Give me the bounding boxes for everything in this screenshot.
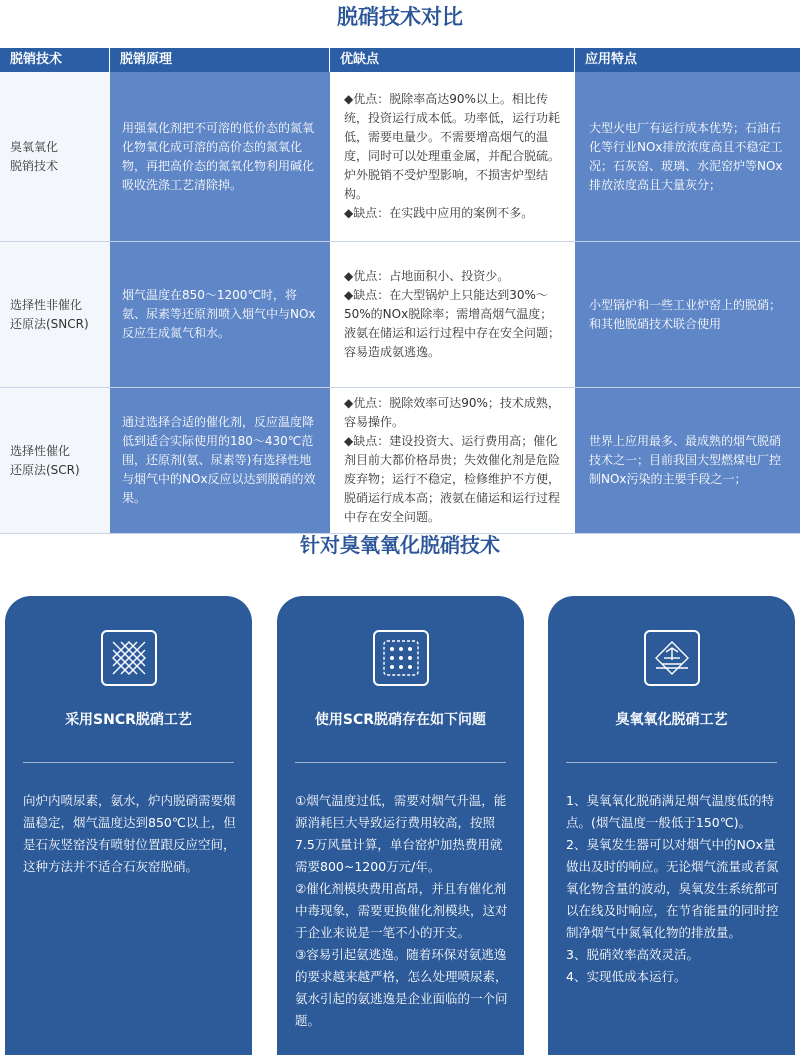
header-principle: 脱销原理 bbox=[110, 48, 330, 72]
card-body: ①烟气温度过低，需要对烟气升温，能源消耗巨大导致运行费用较高，按照 7.5万风量计算，单台窑炉加热费用就需要800~1200万元/年。 ②催化剂模块费用高昂，并且有催化剂中毒现象，需要更换催化剂模块，这对于企业来说是一笔不小的开支。 ③容易引起氨逃逸。随着环保对氨逃逸的要求越来越严格，怎么处理喷尿素，氨水引起的氨逃逸是企业面临的一个问题。 bbox=[295, 793, 508, 1028]
tech-application: 世界上应用最多、最成熟的烟气脱硝技术之一；目前我国大型燃煤电厂控制NOx污染的主要手段之一； bbox=[575, 388, 800, 533]
comparison-table bbox=[0, 48, 800, 534]
header-technology: 脱销技术 bbox=[0, 48, 110, 72]
ozone-icon bbox=[644, 630, 700, 686]
header-application: 应用特点 bbox=[585, 52, 638, 67]
card-sncr bbox=[5, 596, 252, 1055]
card-title: 采用SNCR脱硝工艺 bbox=[65, 712, 192, 728]
tech-name: 选择性催化 还原法(SCR) bbox=[0, 388, 110, 533]
card-title: 使用SCR脱硝存在如下问题 bbox=[314, 712, 487, 728]
tech-principle: 通过选择合适的催化剂，反应温度降低到适合实际使用的180～430℃范围，还原剂(氨、尿素等)有选择性地与烟气中的NOx反应以达到脱硝的效果。 bbox=[110, 388, 330, 533]
card-body: 1、臭氧氧化脱硝满足烟气温度低的特点。(烟气温度一般低于150℃)。 2、臭氧发生器可以对烟气中的NOx量做出及时的响应。无论烟气流量或者氮氧化物含量的波动，臭氧发生系统都可以在线及时响应，在节省能量的同时控制净烟气中氮氧化物的排放量。 3、脱硝效率高效灵活。 4、实现低成本运行。 bbox=[566, 793, 779, 984]
section-title: 针对臭氧氧化脱硝技术 bbox=[300, 533, 500, 557]
table-row bbox=[0, 242, 800, 388]
tech-pros-cons: ◆优点：占地面积小、投资少。 ◆缺点：在大型锅炉上只能达到30%～50%的NOx脱除率；需增高烟气温度；液氨在储运和运行过程中存在安全问题；容易造成氨逃逸。 bbox=[330, 242, 575, 387]
card-title: 臭氧氧化脱硝工艺 bbox=[615, 712, 728, 728]
dot-grid-icon bbox=[373, 630, 429, 686]
tech-name: 选择性非催化 还原法(SNCR) bbox=[0, 242, 110, 387]
tech-pros-cons: ◆优点：脱除效率可达90%；技术成熟，容易操作。 ◆缺点：建设投资大、运行费用高；催化剂目前大都价格昂贵；失效催化剂是危险废弃物；运行不稳定，检修维护不方便，脱硝运行成本高；液氨在储运和运行过程中存在安全问题。 bbox=[330, 388, 575, 533]
page-title: 脱硝技术对比 bbox=[337, 5, 463, 29]
lattice-icon bbox=[101, 630, 157, 686]
divider bbox=[295, 762, 506, 763]
card-group bbox=[0, 596, 800, 1055]
tech-application: 小型锅炉和一些工业炉窑上的脱硝；和其他脱硝技术联合使用 bbox=[575, 242, 800, 387]
tech-application: 大型火电厂有运行成本优势；石油石化等行业NOx排放浓度高且不稳定工况；石灰窑、玻璃、水泥窑炉等NOx排放浓度高且大量灰分； bbox=[575, 72, 800, 241]
tech-principle: 烟气温度在850～1200℃时，将氨、尿素等还原剂喷入烟气中与NOx反应生成氮气和水。 bbox=[110, 242, 330, 387]
table-header bbox=[0, 48, 800, 72]
tech-principle: 用强氧化剂把不可溶的低价态的氮氧化物氧化成可溶的高价态的氮氧化物，再把高价态的氮氧化物利用碱化吸收洗涤工艺清除掉。 bbox=[110, 72, 330, 241]
card-scr bbox=[277, 596, 524, 1055]
divider bbox=[23, 762, 234, 763]
table-row bbox=[0, 72, 800, 242]
tech-name: 臭氧氧化 脱销技术 bbox=[0, 72, 110, 241]
tech-pros-cons: ◆优点：脱除率高达90%以上。相比传统，投资运行成本低。功率低，运行功耗低，需要电量少。不需要增高烟气的温度，同时可以处理重金属，并配合脱硫。炉外脱销不受炉型影响，不损害炉型结构。 ◆缺点：在实践中应用的案例不多。 bbox=[330, 72, 575, 241]
divider bbox=[566, 762, 777, 763]
card-ozone bbox=[548, 596, 795, 1055]
card-body: 向炉内喷尿素，氨水，炉内脱硝需要烟温稳定，烟气温度达到850℃以上，但是石灰竖窑没有喷射位置跟反应空间，这种方法并不适合石灰窑脱硝。 bbox=[23, 793, 236, 874]
table-row bbox=[0, 388, 800, 534]
header-pros-cons: 优缺点 bbox=[330, 48, 575, 72]
